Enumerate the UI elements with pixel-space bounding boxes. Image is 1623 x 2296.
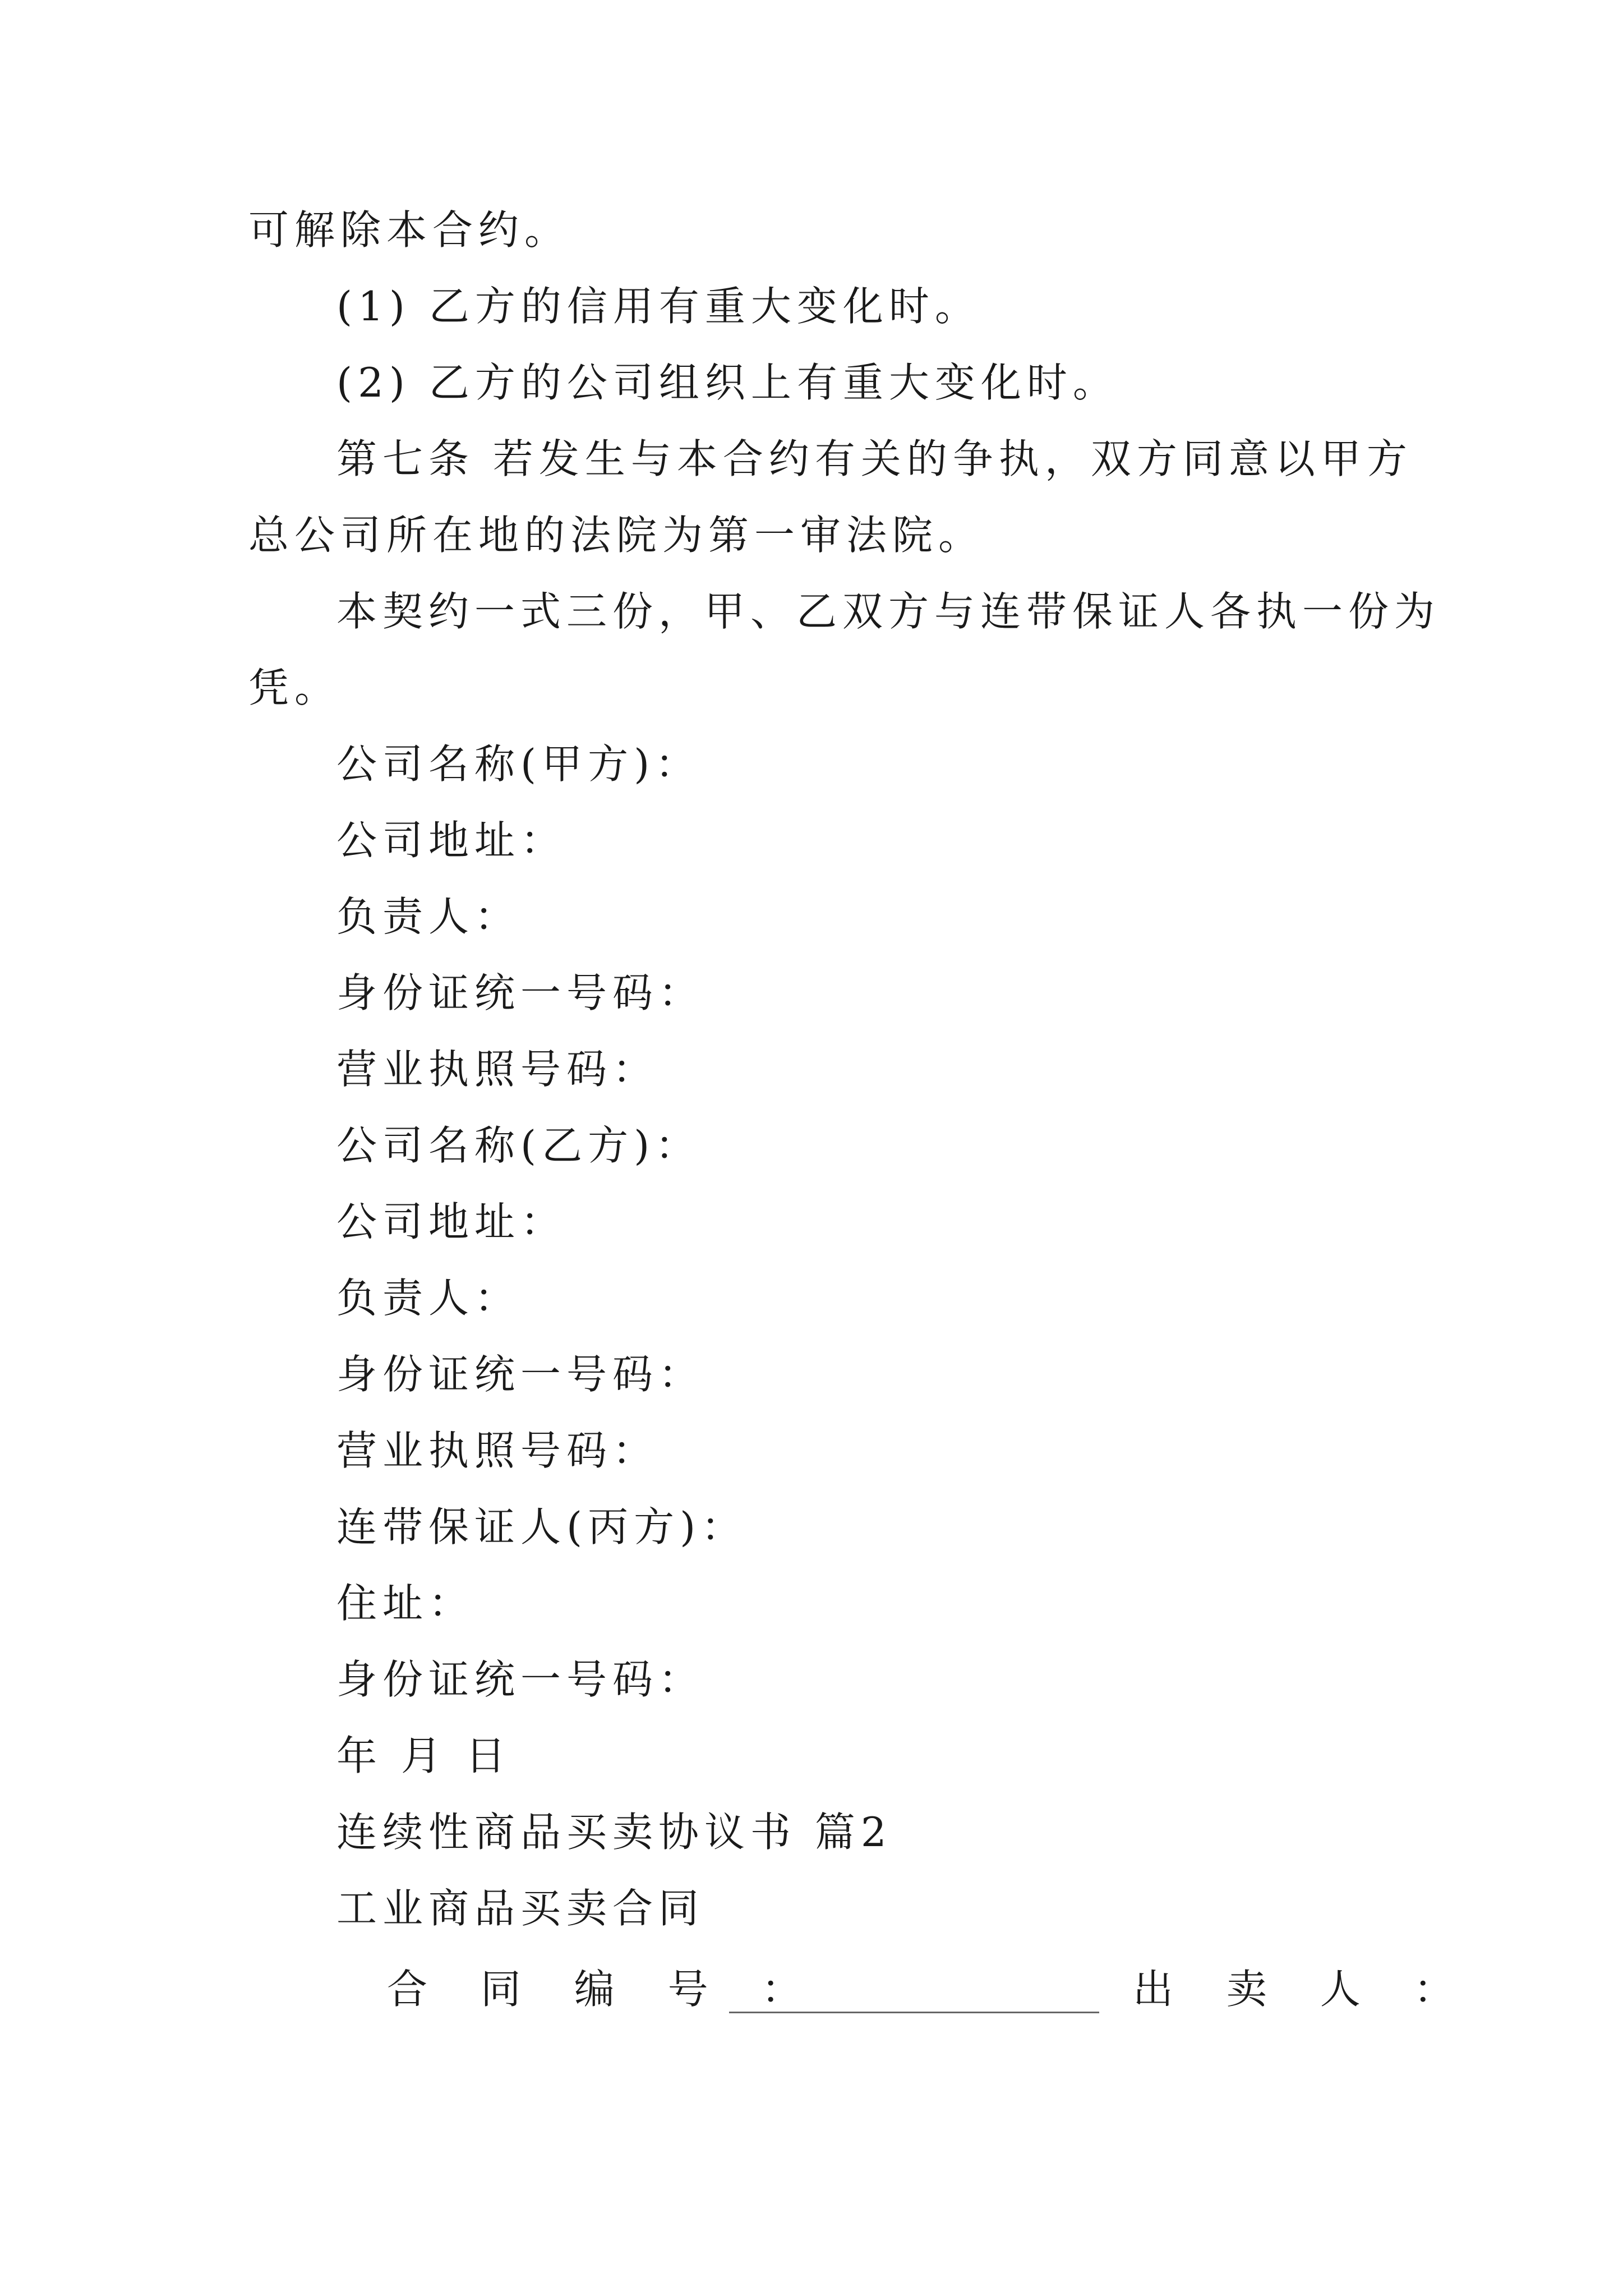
section-heading: 连续性商品买卖协议书 篇2 xyxy=(336,1809,892,1856)
copies-clause-line-1: 本契约一式三份，甲、乙双方与连带保证人各执一份为 xyxy=(336,588,1441,635)
article-seven-line-1: 第七条 若发生与本合约有关的争执，双方同意以甲方 xyxy=(336,435,1413,482)
party-a-license-number-label: 营业执照号码： xyxy=(336,1046,659,1093)
paragraph-continuation: 可解除本合约。 xyxy=(248,206,571,254)
seller-label: 出 卖 人 ： xyxy=(1133,1966,1474,2013)
party-a-company-name-label: 公司名称(甲方)： xyxy=(336,740,702,788)
guarantor-address-label: 住址： xyxy=(336,1580,475,1627)
party-b-id-number-label: 身份证统一号码： xyxy=(336,1351,705,1398)
party-a-address-label: 公司地址： xyxy=(336,817,567,864)
contract-number-blank xyxy=(729,2012,1099,2013)
clause-item-1: (1) 乙方的信用有重大变化时。 xyxy=(336,283,981,330)
contract-title: 工业商品买卖合同 xyxy=(336,1885,705,1932)
copies-clause-line-2: 凭。 xyxy=(248,664,341,711)
contract-number-label: 合 同 编 号 ： xyxy=(387,1966,822,2013)
party-b-license-number-label: 营业执照号码： xyxy=(336,1427,659,1474)
article-seven-line-2: 总公司所在地的法院为第一审法院。 xyxy=(248,512,985,559)
date-line: 年 月 日 xyxy=(336,1732,511,1779)
contract-number-row xyxy=(336,1962,1474,2016)
clause-item-2: (2) 乙方的公司组织上有重大变化时。 xyxy=(336,359,1119,406)
party-a-id-number-label: 身份证统一号码： xyxy=(336,969,705,1016)
party-b-address-label: 公司地址： xyxy=(336,1198,567,1245)
guarantor-label: 连带保证人(丙方)： xyxy=(336,1503,748,1550)
party-b-company-name-label: 公司名称(乙方)： xyxy=(336,1122,702,1169)
party-b-representative-label: 负责人： xyxy=(336,1274,521,1322)
party-a-representative-label: 负责人： xyxy=(336,893,521,940)
guarantor-id-number-label: 身份证统一号码： xyxy=(336,1656,705,1703)
